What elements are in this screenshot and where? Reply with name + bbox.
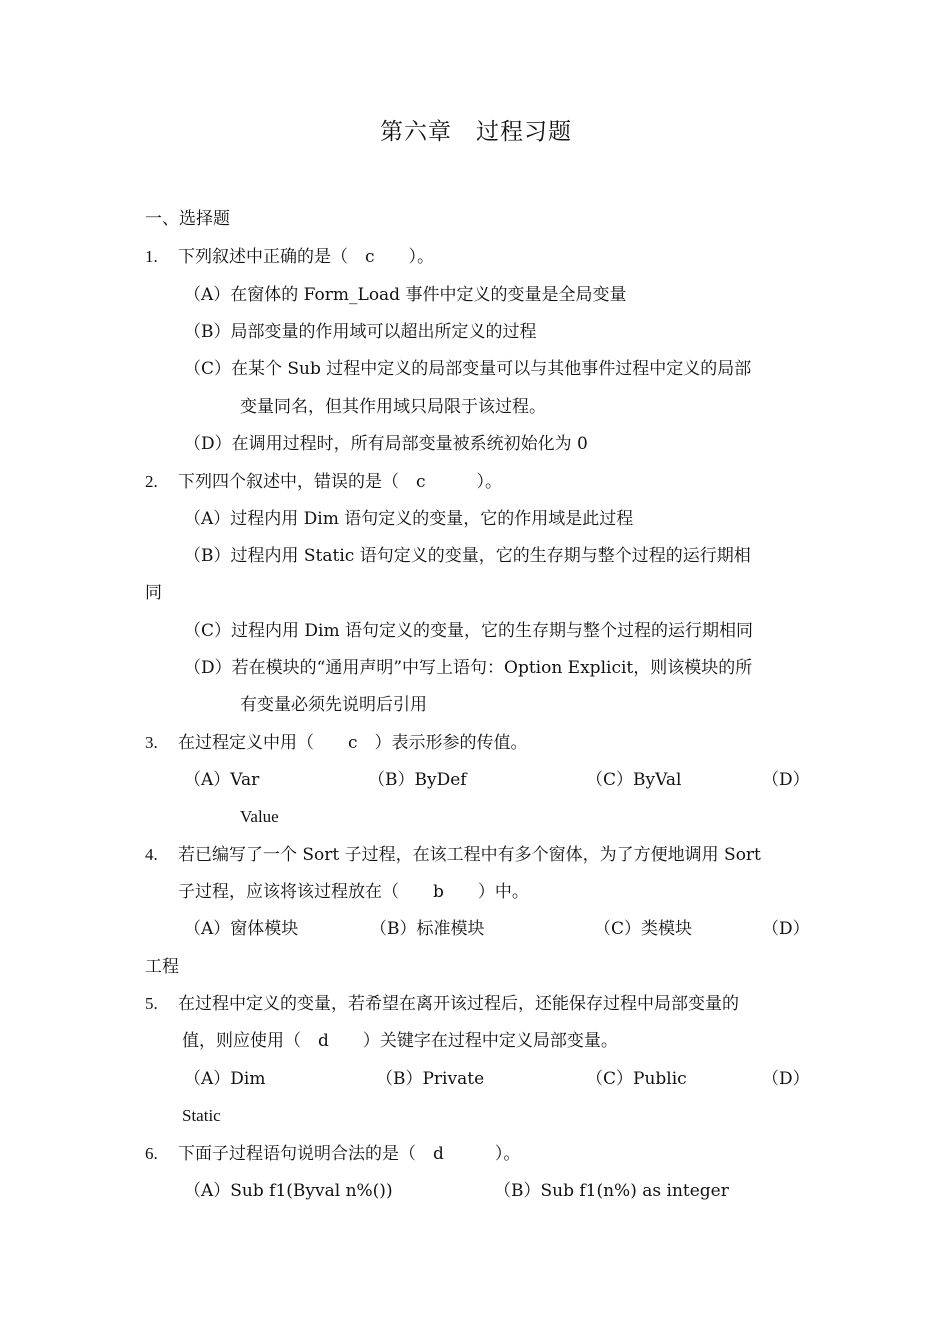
question-6-stem: 下面子过程语句说明合法的是（ d ）。 bbox=[178, 1144, 521, 1164]
question-5-option-a: （A）Dim bbox=[184, 1069, 266, 1089]
question-3-stem: 在过程定义中用（ c ）表示形参的传值。 bbox=[178, 733, 528, 753]
question-4-number: 4. bbox=[145, 845, 158, 864]
question-5-stem: 在过程中定义的变量，若希望在离开该过程后，还能保存过程中局部变量的 bbox=[178, 994, 739, 1014]
question-1-stem: 下列叙述中正确的是（ c ）。 bbox=[178, 247, 435, 267]
question-3-number: 3. bbox=[145, 733, 158, 752]
question-2-option-a: （A）过程内用 Dim 语句定义的变量，它的作用域是此过程 bbox=[184, 509, 634, 529]
question-5-option-c: （C）Public bbox=[586, 1069, 687, 1089]
page-title: 第六章 过程习题 bbox=[380, 119, 572, 145]
question-4-option-d-value: 工程 bbox=[145, 957, 179, 977]
question-2-option-b-continued: 同 bbox=[145, 583, 162, 603]
question-3-option-d: （D） bbox=[762, 770, 810, 790]
question-4-option-d: （D） bbox=[762, 919, 810, 939]
question-6-number: 6. bbox=[145, 1144, 158, 1163]
question-2-stem: 下列四个叙述中，错误的是（ c ）。 bbox=[178, 472, 503, 492]
question-5-stem-continued: 值，则应使用（ d ）关键字在过程中定义局部变量。 bbox=[182, 1031, 618, 1051]
question-3-option-b: （B）ByDef bbox=[368, 770, 467, 790]
question-4-option-c: （C）类模块 bbox=[594, 919, 693, 939]
question-4-stem: 若已编写了一个 Sort 子过程，在该工程中有多个窗体，为了方便地调用 Sort bbox=[178, 845, 761, 865]
question-1-number: 1. bbox=[145, 247, 158, 266]
question-2-number: 2. bbox=[145, 472, 158, 491]
question-1-option-a: （A）在窗体的 Form_Load 事件中定义的变量是全局变量 bbox=[184, 285, 627, 305]
question-1-option-b: （B）局部变量的作用域可以超出所定义的过程 bbox=[184, 322, 537, 342]
question-6-option-b: （B）Sub f1(n%) as integer bbox=[494, 1181, 729, 1201]
question-2-option-b: （B）过程内用 Static 语句定义的变量，它的生存期与整个过程的运行期相 bbox=[184, 546, 751, 566]
question-3-option-c: （C）ByVal bbox=[586, 770, 682, 790]
question-3-option-a: （A）Var bbox=[184, 770, 260, 790]
question-5-option-d: （D） bbox=[762, 1069, 810, 1089]
question-1-option-c-continued: 变量同名，但其作用域只局限于该过程。 bbox=[240, 397, 546, 417]
question-5-option-b: （B）Private bbox=[376, 1069, 485, 1089]
question-4-stem-continued: 子过程，应该将该过程放在（ b ）中。 bbox=[178, 882, 529, 902]
question-4-option-b: （B）标准模块 bbox=[370, 919, 485, 939]
question-2-option-d-continued: 有变量必须先说明后引用 bbox=[240, 695, 427, 715]
question-1-option-c: （C）在某个 Sub 过程中定义的局部变量可以与其他事件过程中定义的局部 bbox=[184, 359, 752, 379]
question-5-option-d-value: Static bbox=[182, 1106, 221, 1125]
question-2-option-c: （C）过程内用 Dim 语句定义的变量，它的生存期与整个过程的运行期相同 bbox=[184, 621, 754, 641]
question-5-number: 5. bbox=[145, 994, 158, 1013]
question-6-option-a: （A）Sub f1(Byval n%()) bbox=[184, 1181, 393, 1201]
question-4-option-a: （A）窗体模块 bbox=[184, 919, 299, 939]
question-1-option-d: （D）在调用过程时，所有局部变量被系统初始化为 0 bbox=[184, 434, 588, 454]
question-2-option-d: （D）若在模块的“通用声明”中写上语句：Option Explicit，则该模块的所 bbox=[184, 658, 753, 678]
section-heading: 一、选择题 bbox=[145, 209, 230, 229]
question-3-option-d-value: Value bbox=[240, 807, 279, 826]
